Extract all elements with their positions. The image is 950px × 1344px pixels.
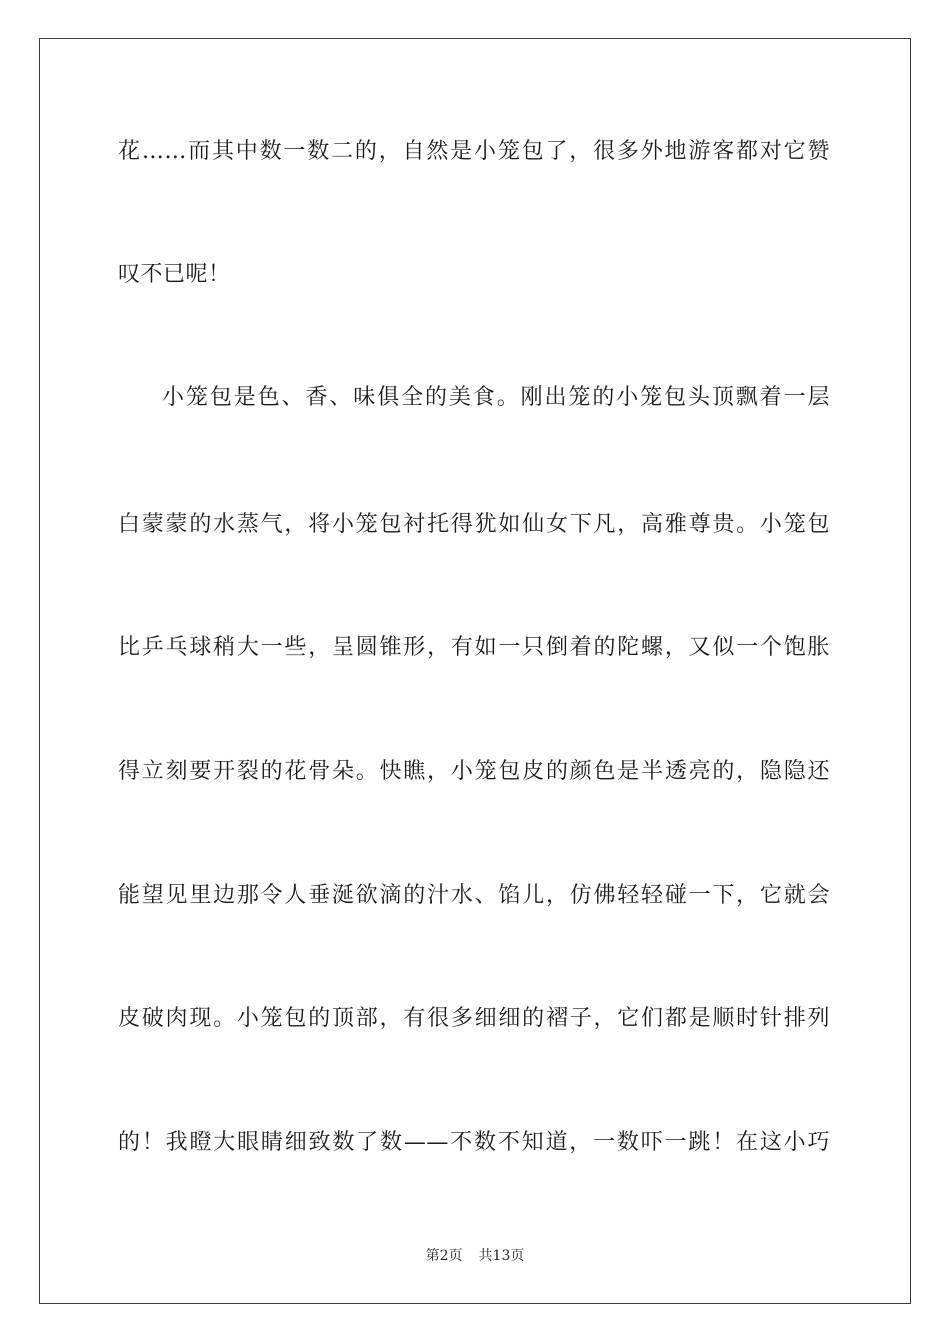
paragraph-line: 花……而其中数一数二的，自然是小笼包了，很多外地游客都对它赞 [118, 139, 830, 164]
paragraph-line: 的！我瞪大眼睛细致数了数——不数不知道，一数吓一跳！在这小巧 [118, 1130, 830, 1155]
page-border [39, 38, 911, 1304]
page-footer [0, 1247, 950, 1265]
paragraph-line: 能望见里边那令人垂涎欲滴的汁水、馅儿，仿佛轻轻碰一下，它就会 [118, 883, 830, 908]
paragraph-line: 白蒙蒙的水蒸气，将小笼包衬托得犹如仙女下凡，高雅尊贵。小笼包 [118, 512, 830, 537]
paragraph-line: 比乒乓球稍大一些，呈圆锥形，有如一只倒着的陀螺，又似一个饱胀 [118, 635, 830, 660]
page-total: 共13页 [478, 1248, 525, 1264]
paragraph-line: 得立刻要开裂的花骨朵。快瞧，小笼包皮的颜色是半透亮的，隐隐还 [118, 759, 830, 784]
paragraph-line: 小笼包是色、香、味俱全的美食。刚出笼的小笼包头顶飘着一层 [162, 385, 830, 410]
paragraph-line: 皮破肉现。小笼包的顶部，有很多细细的褶子，它们都是顺时针排列 [118, 1006, 830, 1031]
paragraph-line: 叹不已呢！ [118, 262, 231, 287]
page-number: 第2页 [425, 1248, 463, 1264]
